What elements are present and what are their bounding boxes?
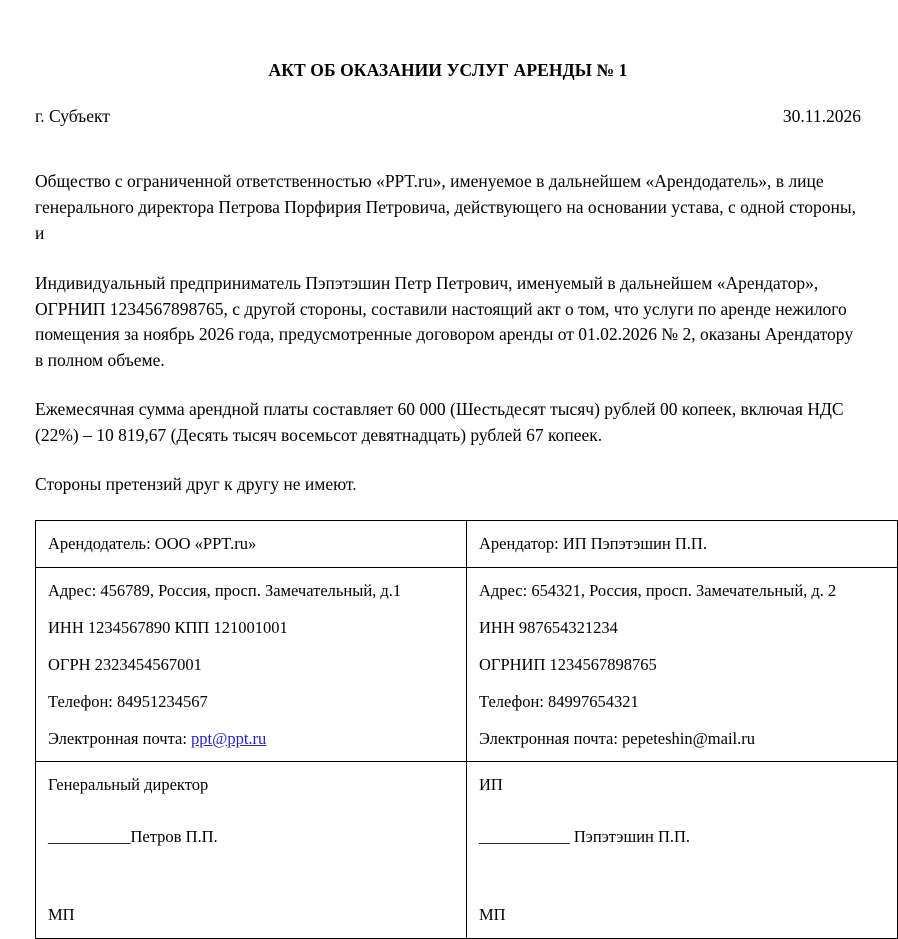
lessee-inn: ИНН 987654321234 — [479, 617, 618, 637]
document-date: 30.11.2026 — [782, 106, 861, 126]
paragraph-lessor-intro: Общество с ограниченной ответственностью «PPT.ru», именуемое в дальнейшем «Арендодатель», в лице генерального директора Петрова Порфирия Петровича, действующего на основании устава, с одной стороны, и — [35, 171, 857, 243]
lessor-ogrn: ОГРН 2323454567001 — [48, 654, 202, 674]
lessor-header-label: Арендодатель: ООО «PPT.ru» — [48, 533, 257, 553]
paragraph-lessee-intro: Индивидуальный предприниматель Пэпэтэшин Петр Петрович, именуемый в дальнейшем «Арендатор», ОГРНИП 1234567898765, с другой стороны, составили настоящий акт о том, что услуги по аренде нежилого помещения за ноябрь 2026 года, предусмотренные договором аренды от 01.02.2026 № 2, оказаны Арендатору в полном объеме. — [35, 272, 854, 371]
lessee-ogrnip: ОГРНИП 1234567898765 — [479, 654, 657, 674]
lessee-email-value: pepeteshin@mail.ru — [622, 728, 755, 748]
paragraph-no-claims: Стороны претензий друг к другу не имеют. — [35, 474, 357, 495]
lessor-signature-cell — [36, 762, 467, 939]
lessor-phone: Телефон: 84951234567 — [48, 691, 208, 711]
lessee-signer-role: ИП — [479, 775, 503, 795]
lessor-signer-role: Генеральный директор — [48, 775, 209, 795]
document-meta-row — [35, 106, 861, 127]
lessee-signature-line: ___________ Пэпэтэшин П.П. — [479, 827, 691, 847]
lessor-email-row — [48, 727, 454, 751]
paragraph-payment-terms: Ежемесячная сумма арендной платы составляет 60 000 (Шестьдесят тысяч) рублей 00 копеек, включая НДС (22%) – 10 819,67 (Десять тысяч восемьсот девятнадцать) рублей 67 копеек. — [35, 399, 844, 446]
lessor-inn-kpp: ИНН 1234567890 КПП 121001001 — [48, 617, 288, 637]
lessee-address: Адрес: 654321, Россия, просп. Замечательный, д. 2 — [479, 580, 837, 600]
table-row-signatures — [36, 762, 898, 939]
table-row-headers — [36, 520, 898, 567]
table-row-requisites — [36, 567, 898, 762]
lessor-email-label: Электронная почта: — [48, 728, 192, 748]
lessor-requisites-cell — [36, 567, 467, 762]
lessee-signature-cell — [467, 762, 898, 939]
lessor-address: Адрес: 456789, Россия, просп. Замечательный, д.1 — [48, 580, 402, 600]
page-title: АКТ ОБ ОКАЗАНИИ УСЛУГ АРЕНДЫ № 1 — [268, 60, 628, 80]
lessor-header-cell — [36, 520, 467, 567]
lessee-email-row — [479, 727, 885, 751]
lessee-header-cell — [467, 520, 898, 567]
lessor-stamp-mark: МП — [48, 905, 75, 925]
document-city: г. Субъект — [35, 106, 110, 126]
lessee-phone: Телефон: 84997654321 — [479, 691, 639, 711]
lessee-email-label: Электронная почта: — [479, 728, 623, 748]
lessor-email-link[interactable]: ppt@ppt.ru — [191, 728, 267, 748]
lessor-signature-line: __________Петров П.П. — [48, 827, 218, 847]
lessee-requisites-cell — [467, 567, 898, 762]
lessee-header-label: Арендатор: ИП Пэпэтэшин П.П. — [479, 533, 707, 553]
parties-table — [35, 520, 898, 939]
lessee-stamp-mark: МП — [479, 905, 506, 925]
